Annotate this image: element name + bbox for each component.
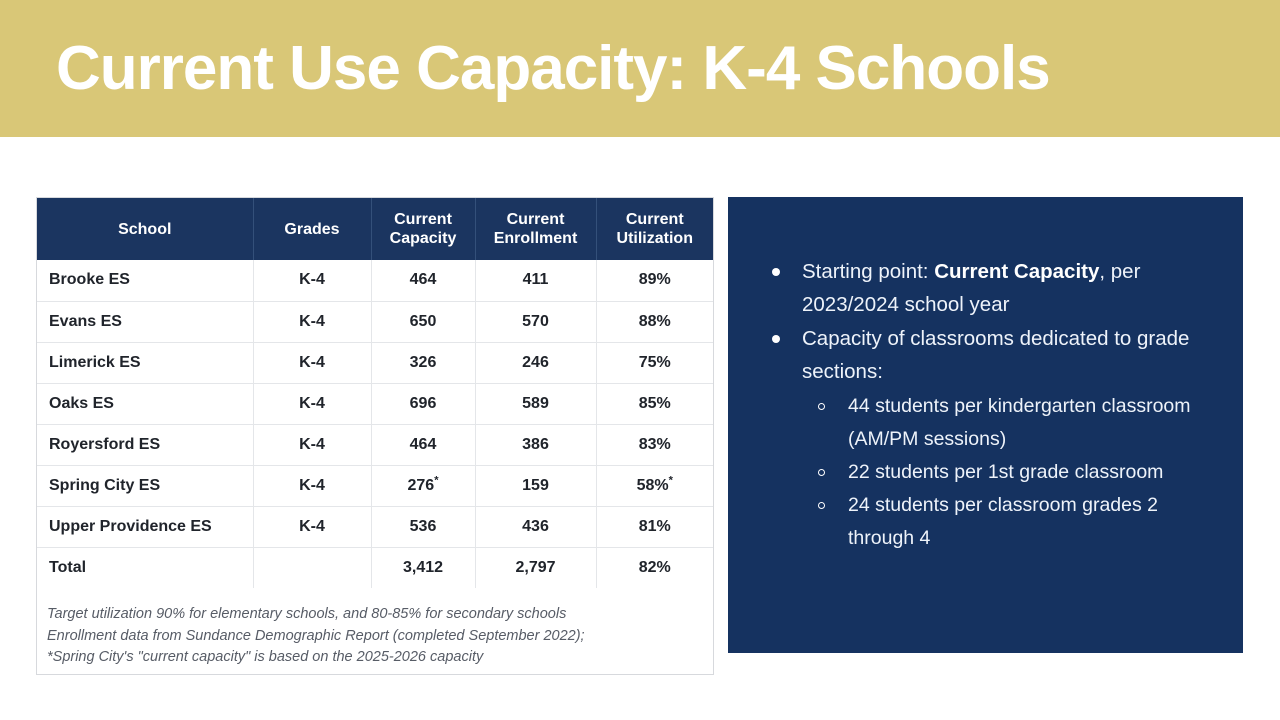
bullet-dot-icon bbox=[772, 335, 780, 343]
cell-grades: K-4 bbox=[253, 383, 371, 424]
table-row bbox=[37, 342, 713, 383]
cell-school: Oaks ES bbox=[37, 383, 253, 424]
cell-current-enrollment: 386 bbox=[475, 424, 596, 465]
cell-current-utilization: 75% bbox=[596, 342, 713, 383]
footnote-marker: * bbox=[668, 474, 673, 487]
title-band bbox=[0, 0, 1280, 137]
panel-subbullet-text: 22 students per 1st grade classroom bbox=[848, 461, 1164, 483]
column-header-utilization-line2: Utilization bbox=[616, 230, 693, 247]
footnote-line: Target utilization 90% for elementary schools, and 80-85% for secondary schools bbox=[47, 606, 567, 622]
table-row bbox=[37, 301, 713, 342]
panel-subbullet-list bbox=[802, 390, 1221, 555]
panel-bullet-emphasis: Current Capacity bbox=[934, 260, 1100, 283]
cell-current-utilization: 88% bbox=[596, 301, 713, 342]
table-footnotes bbox=[47, 604, 697, 669]
cell-current-enrollment: 436 bbox=[475, 506, 596, 547]
table-row bbox=[37, 506, 713, 547]
cell-current-capacity: 696 bbox=[371, 383, 475, 424]
cell-grades: K-4 bbox=[253, 301, 371, 342]
cell-current-utilization: 85% bbox=[596, 383, 713, 424]
column-header-current-capacity bbox=[371, 198, 475, 260]
cell-current-capacity: 276* bbox=[371, 465, 475, 506]
bullet-ring-icon bbox=[818, 403, 825, 410]
cell-grades: K-4 bbox=[253, 465, 371, 506]
table-row bbox=[37, 260, 713, 301]
column-header-capacity-line1: Current bbox=[394, 211, 452, 228]
cell-current-enrollment: 570 bbox=[475, 301, 596, 342]
cell-school: Limerick ES bbox=[37, 342, 253, 383]
info-panel bbox=[728, 197, 1243, 653]
footnote-marker: * bbox=[434, 474, 439, 487]
column-header-school-line1: School bbox=[118, 220, 172, 238]
bullet-ring-icon bbox=[818, 502, 825, 509]
cell-current-utilization: 82% bbox=[596, 547, 713, 588]
cell-current-capacity: 464 bbox=[371, 424, 475, 465]
cell-current-enrollment: 2,797 bbox=[475, 547, 596, 588]
cell-current-enrollment: 159 bbox=[475, 465, 596, 506]
panel-bullet bbox=[758, 255, 1221, 321]
page-title: Current Use Capacity: K-4 Schools bbox=[56, 34, 1050, 103]
table-row bbox=[37, 424, 713, 465]
cell-school: Upper Providence ES bbox=[37, 506, 253, 547]
cell-school: Royersford ES bbox=[37, 424, 253, 465]
panel-bullet-text: Starting point: Current Capacity, per 2023/2024 school year bbox=[802, 260, 1141, 316]
bullet-dot-icon bbox=[772, 268, 780, 276]
footnote-line: *Spring City's "current capacity" is based on the 2025-2026 capacity bbox=[47, 649, 484, 665]
table-header bbox=[37, 198, 713, 260]
panel-subbullet-text: 24 students per classroom grades 2 through 4 bbox=[848, 494, 1159, 549]
table-row bbox=[37, 547, 713, 588]
panel-bullet-list bbox=[758, 255, 1221, 555]
cell-current-utilization: 83% bbox=[596, 424, 713, 465]
table-body bbox=[37, 260, 713, 588]
capacity-table-card bbox=[36, 197, 714, 675]
column-header-current-enrollment bbox=[475, 198, 596, 260]
column-header-school bbox=[37, 198, 253, 260]
cell-school: Spring City ES bbox=[37, 465, 253, 506]
column-header-enrollment-line2: Enrollment bbox=[493, 230, 578, 247]
cell-grades bbox=[253, 547, 371, 588]
panel-bullet-text: Capacity of classrooms dedicated to grade sections: bbox=[802, 327, 1190, 383]
panel-subbullet bbox=[802, 456, 1221, 489]
cell-grades: K-4 bbox=[253, 424, 371, 465]
cell-school: Total bbox=[37, 547, 253, 588]
cell-current-utilization: 58%* bbox=[596, 465, 713, 506]
panel-bullet bbox=[758, 322, 1221, 555]
column-header-capacity-line2: Capacity bbox=[389, 230, 457, 247]
cell-grades: K-4 bbox=[253, 506, 371, 547]
cell-school: Evans ES bbox=[37, 301, 253, 342]
panel-subbullet-text: 44 students per kindergarten classroom (AM/PM sessions) bbox=[848, 395, 1191, 450]
cell-grades: K-4 bbox=[253, 342, 371, 383]
footnote-line: Enrollment data from Sundance Demographic Report (completed September 2022); bbox=[47, 627, 585, 644]
cell-school: Brooke ES bbox=[37, 260, 253, 301]
cell-current-enrollment: 589 bbox=[475, 383, 596, 424]
cell-current-capacity: 464 bbox=[371, 260, 475, 301]
cell-current-capacity: 326 bbox=[371, 342, 475, 383]
table-row bbox=[37, 383, 713, 424]
column-header-utilization-line1: Current bbox=[625, 211, 684, 228]
cell-current-utilization: 81% bbox=[596, 506, 713, 547]
cell-current-utilization: 89% bbox=[596, 260, 713, 301]
column-header-grades-line1: Grades bbox=[284, 220, 340, 238]
cell-current-enrollment: 411 bbox=[475, 260, 596, 301]
bullet-ring-icon bbox=[818, 469, 825, 476]
cell-current-capacity: 3,412 bbox=[371, 547, 475, 588]
capacity-table bbox=[37, 198, 713, 588]
column-header-current-utilization bbox=[596, 198, 713, 260]
column-header-enrollment-line1: Current bbox=[506, 211, 565, 228]
cell-current-enrollment: 246 bbox=[475, 342, 596, 383]
cell-grades: K-4 bbox=[253, 260, 371, 301]
panel-subbullet bbox=[802, 489, 1221, 555]
table-row bbox=[37, 465, 713, 506]
panel-subbullet bbox=[802, 390, 1221, 456]
cell-current-capacity: 650 bbox=[371, 301, 475, 342]
table-header-row bbox=[37, 198, 713, 260]
column-header-grades bbox=[253, 198, 371, 260]
cell-current-capacity: 536 bbox=[371, 506, 475, 547]
